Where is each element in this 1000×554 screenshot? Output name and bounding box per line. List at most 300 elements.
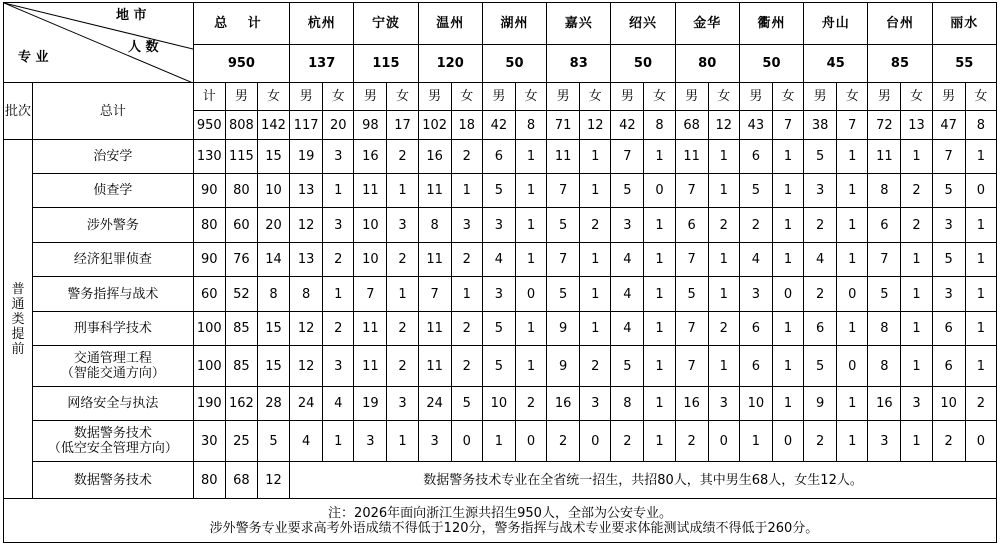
count-cell: 16: [354, 140, 387, 174]
count-cell: 7: [868, 243, 901, 277]
count-cell: 1: [772, 243, 803, 277]
count-cell: 7: [547, 174, 580, 208]
count-cell: 1: [387, 174, 418, 208]
female-label: 女: [257, 83, 289, 111]
count-cell: 1: [708, 140, 739, 174]
count-cell: 1: [644, 140, 675, 174]
count-cell: 1: [644, 421, 675, 462]
city-total: 120: [418, 45, 482, 83]
count-cell: 5: [611, 346, 644, 387]
count-cell: 1: [644, 312, 675, 346]
count-cell: 5: [547, 208, 580, 243]
count-cell: 15: [257, 140, 289, 174]
count-cell: 4: [323, 387, 354, 421]
count-cell: 11: [418, 243, 451, 277]
city-name: 嘉兴: [547, 3, 611, 45]
total-cell: 42: [482, 111, 515, 140]
major-name: 经济犯罪侦查: [33, 243, 194, 277]
total-cell: 12: [580, 111, 611, 140]
count-cell: 0: [708, 421, 739, 462]
footer-row: [4, 499, 997, 543]
male-label: 男: [290, 83, 323, 111]
count-cell: 1: [644, 277, 675, 312]
male-label: 男: [932, 83, 965, 111]
count-cell: 1: [708, 174, 739, 208]
major-name: 网络安全与执法: [33, 387, 194, 421]
count-cell: 8: [868, 174, 901, 208]
female-label: 女: [965, 83, 996, 111]
count-cell: 5: [482, 312, 515, 346]
count-cell: 2: [387, 346, 418, 387]
count-cell: 2: [611, 421, 644, 462]
total-cell: 43: [739, 111, 772, 140]
count-cell: 11: [675, 140, 708, 174]
male-label: 男: [482, 83, 515, 111]
count-cell: 1: [644, 208, 675, 243]
col-total-label: 计: [193, 83, 225, 111]
count-cell: 8: [290, 277, 323, 312]
city-total: 50: [611, 45, 675, 83]
female-label: 女: [387, 83, 418, 111]
count-cell: 13: [290, 174, 323, 208]
count-cell: 1: [901, 277, 932, 312]
city-name: 舟山: [804, 3, 868, 45]
count-cell: 10: [257, 174, 289, 208]
count-cell: 24: [418, 387, 451, 421]
count-cell: 1: [515, 312, 546, 346]
count-cell: 1: [901, 312, 932, 346]
count-cell: 162: [225, 387, 257, 421]
count-cell: 24: [290, 387, 323, 421]
male-label: 男: [739, 83, 772, 111]
male-label: 男: [225, 83, 257, 111]
category-label: 普通类提前: [11, 281, 25, 357]
count-cell: 1: [323, 421, 354, 462]
count-cell: 2: [708, 312, 739, 346]
total-header: 总 计: [193, 3, 289, 45]
count-cell: 4: [611, 312, 644, 346]
count-cell: 1: [837, 387, 868, 421]
count-cell: 12: [290, 346, 323, 387]
count-cell: 1: [515, 174, 546, 208]
count-cell: 190: [193, 387, 225, 421]
enrollment-table: [3, 2, 997, 543]
count-cell: 25: [225, 421, 257, 462]
count-cell: 10: [482, 387, 515, 421]
count-cell: 5: [482, 346, 515, 387]
count-cell: 1: [772, 387, 803, 421]
count-cell: 8: [257, 277, 289, 312]
count-cell: 4: [804, 243, 837, 277]
count-cell: 1: [323, 277, 354, 312]
count-cell: 1: [837, 421, 868, 462]
city-name: 金华: [675, 3, 739, 45]
count-cell: 4: [611, 277, 644, 312]
count-cell: 1: [772, 174, 803, 208]
count-cell: 3: [418, 421, 451, 462]
count-cell: 80: [225, 174, 257, 208]
count-cell: 16: [868, 387, 901, 421]
count-cell: 15: [257, 346, 289, 387]
count-cell: 5: [868, 277, 901, 312]
female-label: 女: [451, 83, 482, 111]
total-cell: 7: [772, 111, 803, 140]
count-cell: 0: [837, 346, 868, 387]
total-cell: 8: [644, 111, 675, 140]
count-cell: 6: [739, 346, 772, 387]
count-cell: 1: [515, 243, 546, 277]
footer-line-2: 涉外警务专业要求高考外语成绩不得低于120分，警务指挥与战术专业要求体能测试成绩不得低于260分。: [209, 520, 819, 536]
female-label: 女: [837, 83, 868, 111]
count-cell: 1: [965, 346, 996, 387]
total-cell: 7: [837, 111, 868, 140]
diagonal-lines: [4, 3, 193, 83]
count-cell: 6: [739, 140, 772, 174]
count-cell: 3: [323, 346, 354, 387]
count-cell: 1: [965, 208, 996, 243]
city-total: 50: [482, 45, 546, 83]
count-cell: 85: [225, 312, 257, 346]
city-total: 50: [739, 45, 803, 83]
count-cell: 3: [708, 387, 739, 421]
count-cell: 10: [739, 387, 772, 421]
count-cell: 6: [932, 346, 965, 387]
major-row: [4, 312, 997, 346]
count-cell: 2: [901, 174, 932, 208]
count-cell: 1: [772, 312, 803, 346]
count-cell: 2: [451, 346, 482, 387]
count-cell: 90: [193, 243, 225, 277]
count-cell: 6: [932, 312, 965, 346]
total-cell: 17: [387, 111, 418, 140]
count-cell: 1: [965, 312, 996, 346]
count-cell: 10: [354, 208, 387, 243]
count-cell: 3: [932, 208, 965, 243]
female-label: 女: [323, 83, 354, 111]
count-cell: 1: [482, 421, 515, 462]
count-cell: 2: [387, 140, 418, 174]
count-cell: 80: [193, 208, 225, 243]
count-cell: 5: [739, 174, 772, 208]
count-cell: 1: [965, 243, 996, 277]
count-cell: 1: [387, 277, 418, 312]
male-label: 男: [418, 83, 451, 111]
count-cell: 12: [290, 208, 323, 243]
female-label: 女: [772, 83, 803, 111]
count-cell: 1: [580, 243, 611, 277]
count-cell: 2: [387, 312, 418, 346]
count-cell: 0: [965, 421, 996, 462]
male-label: 男: [675, 83, 708, 111]
count-cell: 68: [225, 462, 257, 499]
count-cell: 5: [932, 243, 965, 277]
count-cell: 6: [739, 312, 772, 346]
count-cell: 1: [837, 208, 868, 243]
diagonal-header-cell: [4, 3, 194, 83]
count-cell: 4: [611, 243, 644, 277]
count-cell: 5: [611, 174, 644, 208]
count-cell: 3: [901, 387, 932, 421]
major-name: 数据警务技术: [33, 462, 194, 499]
count-cell: 8: [611, 387, 644, 421]
count-cell: 2: [451, 312, 482, 346]
count-cell: 2: [932, 421, 965, 462]
count-cell: 7: [611, 140, 644, 174]
count-cell: 2: [675, 421, 708, 462]
total-cell: 142: [257, 111, 289, 140]
count-cell: 11: [547, 140, 580, 174]
city-name: 衢州: [739, 3, 803, 45]
count-cell: 1: [901, 421, 932, 462]
count-cell: 1: [901, 140, 932, 174]
count-cell: 3: [580, 387, 611, 421]
city-name: 宁波: [354, 3, 418, 45]
count-cell: 7: [675, 243, 708, 277]
count-cell: 100: [193, 346, 225, 387]
count-cell: 10: [932, 387, 965, 421]
count-cell: 0: [772, 421, 803, 462]
count-cell: 1: [708, 277, 739, 312]
count-cell: 3: [451, 208, 482, 243]
count-cell: 5: [257, 421, 289, 462]
major-row: [4, 140, 997, 174]
city-total: 80: [675, 45, 739, 83]
subheader-gender-row: [4, 83, 997, 111]
count-cell: 2: [547, 421, 580, 462]
count-cell: 11: [418, 346, 451, 387]
count-cell: 1: [901, 346, 932, 387]
city-name: 湖州: [482, 3, 546, 45]
count-cell: 52: [225, 277, 257, 312]
count-cell: 3: [482, 277, 515, 312]
count-cell: 115: [225, 140, 257, 174]
count-cell: 1: [644, 346, 675, 387]
count-cell: 2: [965, 387, 996, 421]
count-cell: 2: [323, 243, 354, 277]
count-cell: 9: [547, 346, 580, 387]
count-cell: 6: [675, 208, 708, 243]
count-cell: 8: [868, 312, 901, 346]
count-cell: 2: [804, 421, 837, 462]
header-row-cities: [4, 3, 997, 45]
city-name: 绍兴: [611, 3, 675, 45]
count-cell: 76: [225, 243, 257, 277]
count-cell: 3: [387, 387, 418, 421]
count-cell: 0: [580, 421, 611, 462]
count-cell: 9: [547, 312, 580, 346]
count-cell: 16: [675, 387, 708, 421]
count-cell: 0: [772, 277, 803, 312]
count-cell: 0: [515, 277, 546, 312]
total-cell: 18: [451, 111, 482, 140]
total-cell: 117: [290, 111, 323, 140]
count-cell: 3: [932, 277, 965, 312]
count-cell: 1: [387, 421, 418, 462]
city-axis-label: 地 市: [116, 8, 147, 23]
major-name: 警务指挥与战术: [33, 277, 194, 312]
count-cell: 0: [837, 277, 868, 312]
count-cell: 85: [225, 346, 257, 387]
total-cell: 808: [225, 111, 257, 140]
batch-label: 批次: [4, 83, 33, 140]
count-cell: 1: [772, 346, 803, 387]
count-cell: 20: [257, 208, 289, 243]
count-cell: 1: [965, 140, 996, 174]
count-cell: 2: [580, 208, 611, 243]
count-cell: 2: [739, 208, 772, 243]
count-cell: 5: [547, 277, 580, 312]
male-label: 男: [547, 83, 580, 111]
count-cell: 4: [290, 421, 323, 462]
city-name: 丽水: [932, 3, 996, 45]
total-cell: 71: [547, 111, 580, 140]
total-cell: 38: [804, 111, 837, 140]
count-cell: 2: [387, 243, 418, 277]
city-total: 115: [354, 45, 418, 83]
male-label: 男: [611, 83, 644, 111]
count-cell: 7: [418, 277, 451, 312]
count-cell: 60: [193, 277, 225, 312]
total-cell: 98: [354, 111, 387, 140]
total-cell: 12: [708, 111, 739, 140]
count-cell: 3: [482, 208, 515, 243]
major-row: [4, 346, 997, 387]
count-cell: 1: [580, 312, 611, 346]
count-cell: 1: [837, 140, 868, 174]
count-cell: 1: [772, 140, 803, 174]
female-label: 女: [515, 83, 546, 111]
count-axis-label: 人 数: [128, 40, 159, 55]
female-label: 女: [708, 83, 739, 111]
total-cell: 68: [675, 111, 708, 140]
major-name: 数据警务技术 （低空安全管理方向）: [33, 421, 194, 462]
footer-line-1: 注：2026年面向浙江生源共招生950人，全部为公安专业。: [328, 505, 672, 521]
male-label: 男: [354, 83, 387, 111]
count-cell: 2: [451, 243, 482, 277]
major-row: [4, 243, 997, 277]
count-cell: 90: [193, 174, 225, 208]
count-cell: 1: [515, 346, 546, 387]
count-cell: 28: [257, 387, 289, 421]
count-cell: 7: [675, 346, 708, 387]
total-cell: 13: [901, 111, 932, 140]
count-cell: 0: [515, 421, 546, 462]
count-cell: 3: [387, 208, 418, 243]
count-cell: 5: [932, 174, 965, 208]
major-row: [4, 277, 997, 312]
count-cell: 3: [323, 208, 354, 243]
count-cell: 2: [515, 387, 546, 421]
count-cell: 15: [257, 312, 289, 346]
count-cell: 80: [193, 462, 225, 499]
count-cell: 2: [804, 208, 837, 243]
city-total: 85: [868, 45, 932, 83]
count-cell: 2: [323, 312, 354, 346]
count-cell: 1: [708, 243, 739, 277]
total-cell: 72: [868, 111, 901, 140]
total-cell: 102: [418, 111, 451, 140]
city-total: 83: [547, 45, 611, 83]
count-cell: 12: [290, 312, 323, 346]
count-cell: 11: [354, 174, 387, 208]
count-cell: 1: [580, 174, 611, 208]
count-cell: 5: [482, 174, 515, 208]
count-cell: 0: [644, 174, 675, 208]
count-cell: 7: [354, 277, 387, 312]
total-cell: 20: [323, 111, 354, 140]
count-cell: 11: [418, 312, 451, 346]
major-row: [4, 208, 997, 243]
major-name: 涉外警务: [33, 208, 194, 243]
count-cell: 5: [675, 277, 708, 312]
count-cell: 10: [354, 243, 387, 277]
count-cell: 11: [354, 312, 387, 346]
total-cell: 8: [515, 111, 546, 140]
count-cell: 5: [804, 140, 837, 174]
count-cell: 7: [932, 140, 965, 174]
city-total: 137: [290, 45, 354, 83]
count-cell: 3: [804, 174, 837, 208]
count-cell: 1: [739, 421, 772, 462]
statewide-note: 数据警务技术专业在全省统一招生，共招80人，其中男生68人，女生12人。: [290, 462, 997, 499]
count-cell: 9: [804, 387, 837, 421]
count-cell: 3: [354, 421, 387, 462]
count-cell: 6: [868, 208, 901, 243]
count-cell: 19: [354, 387, 387, 421]
major-row: [4, 421, 997, 462]
count-cell: 11: [354, 346, 387, 387]
count-cell: 1: [837, 312, 868, 346]
count-cell: 3: [611, 208, 644, 243]
count-cell: 1: [772, 208, 803, 243]
count-cell: 2: [804, 277, 837, 312]
count-cell: 19: [290, 140, 323, 174]
female-label: 女: [901, 83, 932, 111]
count-cell: 6: [804, 312, 837, 346]
major-row: [4, 462, 997, 499]
count-cell: 1: [323, 174, 354, 208]
count-cell: 100: [193, 312, 225, 346]
city-total: 45: [804, 45, 868, 83]
count-cell: 0: [965, 174, 996, 208]
count-cell: 13: [290, 243, 323, 277]
count-cell: 7: [675, 174, 708, 208]
major-name: 刑事科学技术: [33, 312, 194, 346]
count-cell: 2: [708, 208, 739, 243]
major-name: 侦查学: [33, 174, 194, 208]
male-label: 男: [868, 83, 901, 111]
count-cell: 7: [675, 312, 708, 346]
major-name: 治安学: [33, 140, 194, 174]
category-cell: [4, 140, 33, 499]
count-cell: 4: [482, 243, 515, 277]
count-cell: 60: [225, 208, 257, 243]
female-label: 女: [644, 83, 675, 111]
count-cell: 1: [580, 140, 611, 174]
count-cell: 7: [547, 243, 580, 277]
total-row-label: 总计: [33, 83, 194, 140]
count-cell: 1: [644, 243, 675, 277]
count-cell: 5: [451, 387, 482, 421]
total-cell: 8: [965, 111, 996, 140]
count-cell: 3: [739, 277, 772, 312]
count-cell: 1: [708, 346, 739, 387]
count-cell: 16: [418, 140, 451, 174]
count-cell: 3: [868, 421, 901, 462]
count-cell: 3: [323, 140, 354, 174]
grand-total: 950: [193, 45, 289, 83]
count-cell: 14: [257, 243, 289, 277]
